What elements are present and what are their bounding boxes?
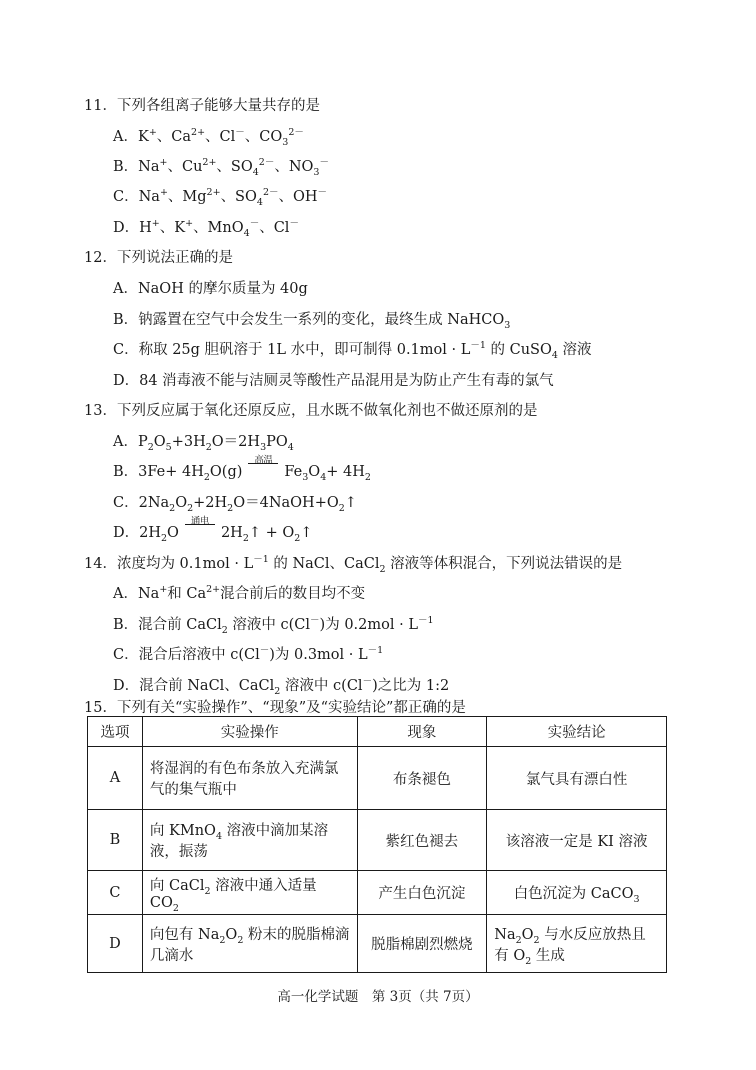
table-row xyxy=(88,915,667,973)
question-12-option-a: A．NaOH 的摩尔质量为 40g xyxy=(113,281,308,297)
table-row xyxy=(88,810,667,871)
cell-phenomenon: 产生白色沉淀 xyxy=(357,871,487,915)
reaction-condition-high-temp: 高温 xyxy=(246,464,280,480)
question-11-option-c: C．Na+、$Mg^{2+}$、$SO_4^{2-}$、OH－ xyxy=(113,187,328,208)
cell-operation: 向 KMnO$_4$ 溶液中滴加某溶液，振荡 xyxy=(142,810,357,871)
question-15-stem: 15．下列有关“实验操作”、“现象”及“实验结论”都正确的是 xyxy=(84,700,466,716)
cell-conclusion: 氯气具有漂白性 xyxy=(487,747,667,810)
question-14-option-a: A．Na+和 $Ca^{2+}$混合前后的数目均不变 xyxy=(113,584,366,602)
cell-operation: 向 CaCl$_2$ 溶液中通入适量 $CO_2$ xyxy=(142,871,357,915)
question-14-option-d: D．混合前 NaCl、CaCl$_2$ 溶液中 c(Cl－)之比为 1:2 xyxy=(113,676,450,697)
question-12-option-d: D．84 消毒液不能与洁厕灵等酸性产品混用是为防止产生有毒的氯气 xyxy=(113,373,554,389)
question-11-option-a: A．K+、$Ca^{2+}$、Cl－、$CO_3^{2-}$ xyxy=(113,127,304,148)
cell-phenomenon: 布条褪色 xyxy=(357,747,487,810)
cell-conclusion: 白色沉淀为 CaCO$_3$ xyxy=(487,871,667,915)
experiment-table xyxy=(87,716,667,973)
header-conclusion: 实验结论 xyxy=(487,717,667,747)
header-option: 选项 xyxy=(88,717,143,747)
question-14-option-b: B．混合前 CaCl$_2$ 溶液中 c(Cl－)为 $0.2mol \cdot L^{-1}$ xyxy=(113,615,434,636)
question-13-stem: 13．下列反应属于氧化还原反应，且水既不做氧化剂也不做还原剂的是 xyxy=(84,403,538,419)
header-operation: 实验操作 xyxy=(142,717,357,747)
cell-phenomenon: 脱脂棉剧烈燃烧 xyxy=(357,915,487,973)
question-14-option-c: C．混合后溶液中 c(Cl－)为 $0.3mol \cdot L^{-1}$ xyxy=(113,645,384,663)
cell-option: B xyxy=(88,810,143,871)
table-header-row xyxy=(88,717,667,747)
question-14-stem: 14．浓度均为 $0.1mol \cdot L^{-1}$ 的 NaCl、CaCl$_2$ 溶液等体积混合，下列说法错误的是 xyxy=(84,554,623,575)
question-11-option-d: D．H+、K+、MnO$_4$－、Cl－ xyxy=(113,218,299,239)
table-row xyxy=(88,871,667,915)
question-11-option-b: B．Na+、$Cu^{2+}$、$SO_4^{2-}$、$NO_3^-$ xyxy=(113,157,329,178)
cell-option: D xyxy=(88,915,143,973)
question-13-option-a: A．$P_2O_5+3H_2O=2H_3PO_4$ xyxy=(113,434,294,453)
table-row xyxy=(88,747,667,810)
question-12-stem: 12．下列说法正确的是 xyxy=(84,250,233,266)
page-footer: 高一化学试题 第 3页（共 7页） xyxy=(277,989,479,1005)
cell-option: A xyxy=(88,747,143,810)
question-13-option-c: C．$2Na_2O_2+2H_2O=4NaOH+O_2↑$ xyxy=(113,495,357,514)
cell-conclusion: $Na_2O_2$ 与水反应放热且有 $O_2$ 生成 xyxy=(487,915,667,973)
question-13-option-d: D．$2H_2O$ 通电 $2H_2↑$ + $O_2↑$ xyxy=(113,516,313,544)
question-12-option-b: B．钠露置在空气中会发生一系列的变化，最终生成 NaHCO$_3$ xyxy=(113,312,511,331)
cell-phenomenon: 紫红色褪去 xyxy=(357,810,487,871)
cell-operation: 向包有 $Na_2O_2$ 粉末的脱脂棉滴几滴水 xyxy=(142,915,357,973)
header-phenomenon: 现象 xyxy=(357,717,487,747)
cell-option: C xyxy=(88,871,143,915)
question-12-option-c: C．称取 25g 胆矾溶于 1L 水中，即可制得 $0.1mol \cdot L^{-1}$ 的 CuSO$_4$ 溶液 xyxy=(113,340,592,361)
cell-operation: 将湿润的有色布条放入充满氯气的集气瓶中 xyxy=(142,747,357,810)
cell-conclusion: 该溶液一定是 KI 溶液 xyxy=(487,810,667,871)
question-11-stem: 11．下列各组离子能够大量共存的是 xyxy=(84,98,320,114)
reaction-condition-electrolysis: 通电 xyxy=(183,525,217,541)
question-13-option-b: B．$3Fe+ 4H_2O(g)$ 高温 $Fe_3O_4+ 4H_2$ xyxy=(113,455,371,483)
